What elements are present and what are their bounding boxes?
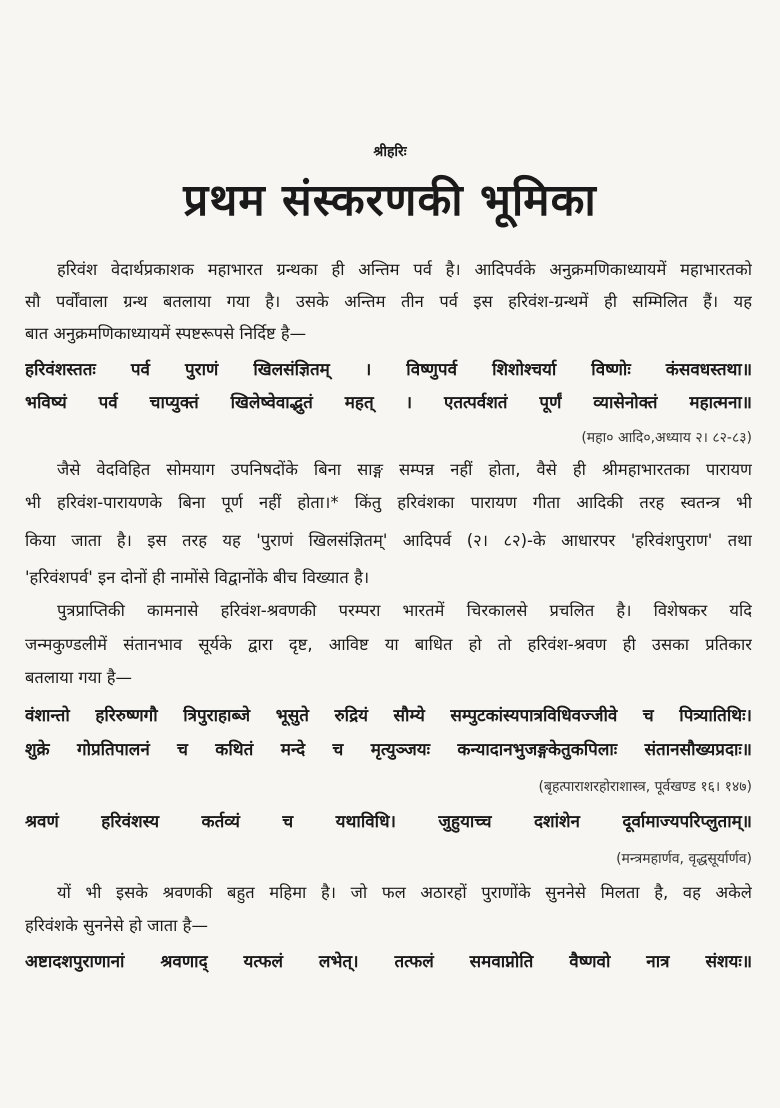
text-line: किया जाता है। इस तरह यह 'पुराणं खिलसंज्ञितम्' आदिपर्व (२। ८२)-के आधारपर 'हरिवंशपुराण' तथा <box>25 531 752 550</box>
verse-line: भविष्यं पर्व चाप्युक्तं खिलेष्वेवाद्भुतं महत् । एतत्पर्वशतं पूर्णं व्यासेनोक्तं महात्मना॥ <box>25 393 752 413</box>
text-line: पुत्रप्राप्तिकी कामनासे हरिवंश-श्रवणकी परम्परा भारतमें चिरकालसे प्रचलित है। विशेषकर यदि <box>57 601 752 620</box>
text-line: जन्मकुण्डलीमें संतानभाव सूर्यके द्वारा दृष्ट, आविष्ट या बाधित हो तो हरिवंश-श्रवण ही उसका प्रतिकार <box>25 635 752 654</box>
verse-line: वंशान्तो हरिरुष्णगौ त्रिपुराहाब्जे भूसुते रुद्रियं सौम्ये सम्पुटकांस्यपात्रविधिवज्जीवे च पित्र्यातिथिः। <box>25 706 752 726</box>
verse-line: हरिवंशस्ततः पर्व पुराणं खिलसंज्ञितम् । विष्णुपर्व शिशोश्चर्या विष्णोः कंसवधस्तथा॥ <box>25 360 752 380</box>
verse-line: शुक्रे गोप्रतिपालनं च कथितं मन्दे च मृत्युञ्जयः कन्यादानभुजङ्गकेतुकपिलाः संतानसौख्यप्रदाः॥ <box>25 740 752 760</box>
page-title: प्रथम संस्करणकी भूमिका <box>183 175 597 226</box>
text-line: हरिवंश वेदार्थप्रकाशक महाभारत ग्रन्थका ही अन्तिम पर्व है। आदिपर्वके अनुक्रमणिकाध्यायमें महाभारतको <box>57 260 752 279</box>
citation: (बृहत्पाराशरहोराशास्त्र, पूर्वखण्ड १६। १४७) <box>538 779 752 795</box>
citation: (मन्त्रमहार्णव, वृद्धसूर्यार्णव) <box>616 851 752 867</box>
text-line: यों भी इसके श्रवणकी बहुत महिमा है। जो फल अठारहों पुराणोंके सुननेसे मिलता है, वह अकेले <box>57 883 752 902</box>
text-line: बतलाया गया है— <box>25 668 133 687</box>
text-line: हरिवंशके सुननेसे हो जाता है— <box>25 916 208 935</box>
text-line: 'हरिवंशपर्व' इन दोनों ही नामोंसे विद्वानोंके बीच विख्यात है। <box>25 568 370 587</box>
citation: (महा० आदि०,अध्याय २। ८२-८३) <box>581 430 752 446</box>
text-line: जैसे वेदविहित सोमयाग उपनिषदोंके बिना साङ्ग सम्पन्न नहीं होता, वैसे ही श्रीमहाभारतका पारायण <box>57 460 752 479</box>
text-line: सौ पर्वोंवाला ग्रन्थ बतलाया गया है। उसके अन्तिम तीन पर्व इस हरिवंश-ग्रन्थमें ही सम्मिलित हैं। यह <box>25 292 752 311</box>
text-line: भी हरिवंश-पारायणके बिना पूर्ण नहीं होता।* किंतु हरिवंशका पारायण गीता आदिकी तरह स्वतन्त्र भी <box>25 493 752 512</box>
text-line: बात अनुक्रमणिकाध्यायमें स्पष्टरूपसे निर्दिष्ट है— <box>25 324 307 343</box>
verse-line: अष्टादशपुराणानां श्रवणाद् यत्फलं लभेत्। तत्फलं समवाप्नोति वैष्णवो नात्र संशयः॥ <box>25 952 752 972</box>
invocation: श्रीहरिः <box>373 144 407 160</box>
verse-line: श्रवणं हरिवंशस्य कर्तव्यं च यथाविधि। जुहुयाच्च दशांशेन दूर्वामाज्यपरिप्लुताम्॥ <box>25 812 752 832</box>
